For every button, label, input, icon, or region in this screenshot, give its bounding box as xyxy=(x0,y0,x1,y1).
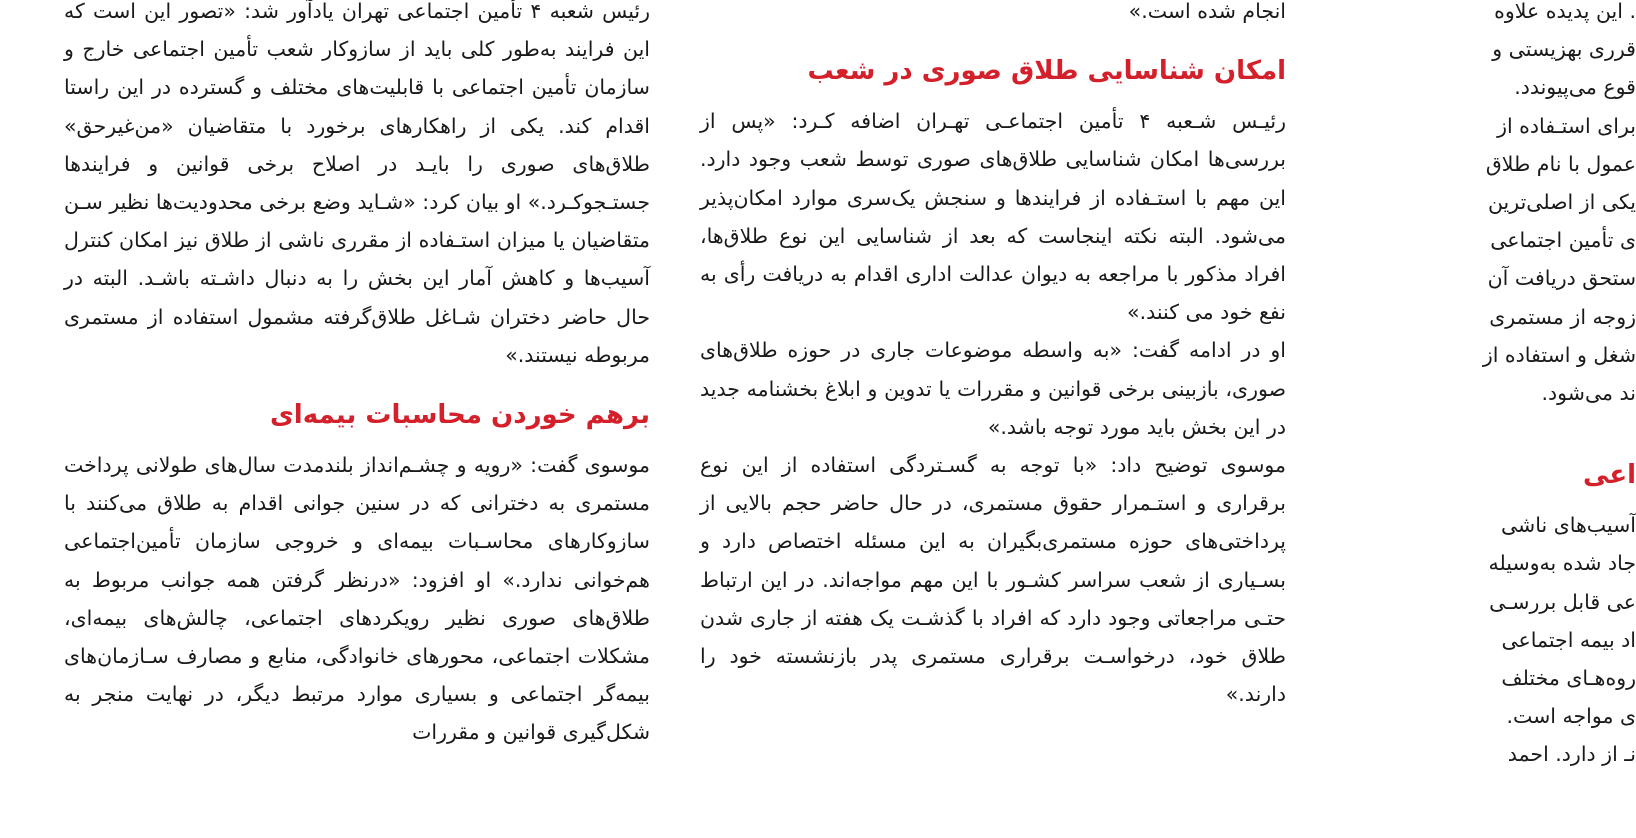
text-line: جاد شده به‌وسیله xyxy=(1488,551,1636,576)
line-group-1 xyxy=(1336,0,1636,412)
paragraph: انجام شده است.» xyxy=(1128,0,1286,23)
article-column-right xyxy=(1336,0,1636,830)
text-line: شغل و استفاده از xyxy=(1482,342,1636,367)
section-heading: اعی xyxy=(1583,460,1636,491)
paragraph: موسوی گفت: «رویه و چشـم‌انداز بلندمدت سال‌های طولانی پرداخت مستمری به دخترانی که در سنین جوانی اقدام به طلاق می‌کنند با سازوکارهای محاسـبات بیمه‌ای و خروجی سازمان تأمین‌اجتماعی هم‌خوانی ندارد.» او افزود: «درنظر گرفتن همه جوانب مربوط به طلاق‌های صوری نظیر رویکردهای اجتماعی، چالش‌های بیمه‌ای، مشکلات اجتماعی، محورهای خانوادگی، منابع و مصارف سـازمان‌های بیمه‌گر اجتماعی و بسیاری موارد مرتبط دیگر، در نهایت منجر به شکل‌گیری قوانین و مقررات xyxy=(64,453,650,745)
text-line: . این پدیده علاوه xyxy=(1494,0,1636,23)
text-line: قوع می‌پیوندد. xyxy=(1514,75,1636,100)
text-line: برای استـفاده از xyxy=(1497,113,1636,138)
line-group-2 xyxy=(1336,506,1636,773)
text-line: عی قابل بررسـی xyxy=(1489,589,1636,614)
paragraph: رئیـس شـعبه ۴ تأمین اجتماعـی تهـران اضافه کـرد: «پس از بررسی‌ها امکان شناسایی طلاق‌های صوری توسط شعب وجود دارد. این مهم با استـفاده از فرایندها و سنجش یک‌سری موارد امکان‌پذیر می‌شود. البته نکته اینجاست که بعد از شناسایی این نوع طلاق‌ها، افراد مذکور با مراجعه به دیوان عدالت اداری اقدام به دریافت رأی به نفع خود می کنند.» xyxy=(700,109,1287,325)
text-line: ی تأمین اجتماعی xyxy=(1490,228,1636,253)
text-line: نـ از دارد. احمد xyxy=(1507,742,1636,767)
text-line: آسیب‌های ناشی xyxy=(1500,513,1636,538)
text-line: عمول با نام طلاق xyxy=(1485,151,1636,176)
text-line: زوجه از مستمری xyxy=(1489,304,1636,329)
text-line: یکی از اصلی‌ترین xyxy=(1487,190,1636,215)
paragraph: رئیس شعبه ۴ تأمین اجتماعی تهران یادآور شد: «تصور این است که این فرایند به‌طور کلی باید از سازوکار شعب تأمین اجتماعی خارج و سازمان تأمین اجتماعی با قابلیت‌های مختلف و گسترده در این راستا اقدام کند. یکی از راهکارهای برخورد با متقاضیان «من‌غیرحق» طلاق‌های صوری را بایـد در اصلاح برخی قوانین و فرایندها جستـجوکـرد.» او بیان کرد: «شـاید وضع برخی محدودیت‌ها نظیر سـن متقاضیان یا میزان استـفاده از مقرری ناشی از طلاق نیز امکان کنترل آسیب‌ها و کاهش آمار این بخش را به دنبال داشـته باشـد. البته در حال حاضر دختران شـاغل طلاق‌گرفته مشمول استفاده از مستمری مربوطه نیستند.» xyxy=(64,0,650,367)
paragraph: موسوی توضیح داد: «با توجه به گسـتردگی استفاده از این نوع برقراری و استـمرار حقوق مستمری، در حال حاضر حجم بالایی از پرداختی‌های حوزه مستمری‌بگیران به این مسئله اختصاص دارد و بسـیاری از شعب سراسر کشـور با این مهم مواجه‌اند. در این ارتباط حتـی مراجعاتی وجود دارد که افراد با گذشـت یک هفته از جاری شدن طلاق خود، درخواسـت برقراری مستمری پدر بازنشسته خود را دارند.» xyxy=(700,453,1286,707)
text-line: ند می‌شود. xyxy=(1541,381,1636,406)
section-heading: برهم خوردن محاسبات بیمه‌ای xyxy=(269,400,650,431)
article-column-left xyxy=(64,0,650,830)
text-line: اد بیمه اجتماعی xyxy=(1501,627,1636,652)
paragraph: او در ادامه گفت: «به واسطه موضوعات جاری در حوزه طلاق‌های صوری، بازبینی برخی قوانین و مقررات یا تدوین و ابلاغ بخشنامه جدید در این بخش باید مورد توجه باشد.» xyxy=(700,338,1286,439)
text-line: ستحق دریافت آن xyxy=(1487,266,1636,291)
section-heading: امکان شناسایی طلاق صوری در شعب xyxy=(807,56,1286,87)
text-line: ی مواجه است. xyxy=(1506,704,1636,729)
text-line: روه‌هـای مختلف xyxy=(1501,666,1636,691)
text-line: قرری بهزیستی و xyxy=(1492,37,1636,62)
article-column-middle xyxy=(700,0,1286,830)
